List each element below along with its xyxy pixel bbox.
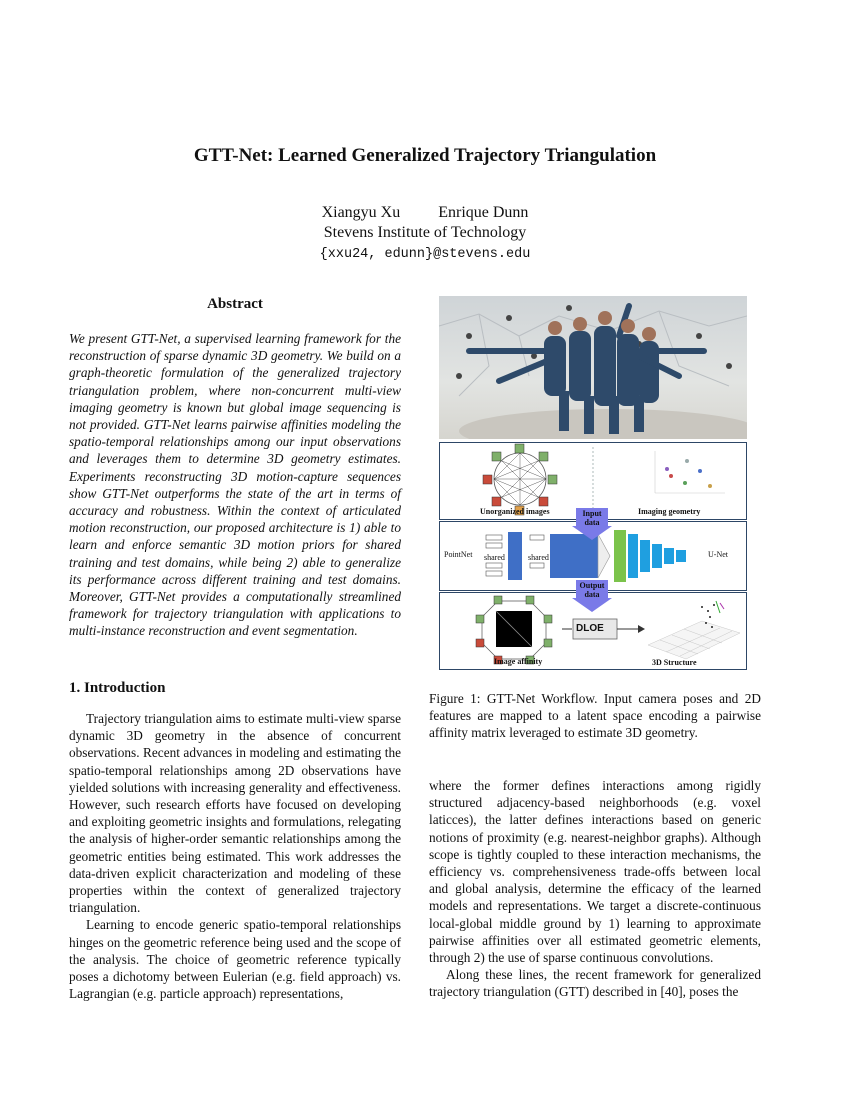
author-2: Enrique Dunn <box>438 204 529 221</box>
email: {xxu24, edunn}@stevens.edu <box>319 247 531 262</box>
right-paragraph-2: Along these lines, the recent framework for generalized trajectory triangulation (GTT) described in [40], poses the <box>429 967 761 1000</box>
label-unorganized-images: Unorganized images <box>480 507 550 516</box>
abstract-heading: Abstract <box>207 296 263 312</box>
intro-paragraph-1: Trajectory triangulation aims to estimate multi-view sparse dynamic 3D geometry in the absence of concurrent observations. Recent advances in modeling and estimating the spatio-temporal relationships among 2D observations have yielded solutions with increasing generality and effectiveness. However, such research efforts have focused on developing and exploiting geometric insights and formulations, relegating the analysis of higher-order semantic relationships among the geometric entities being estimated. This work addresses the data-driven explicit characterization and modeling of these properties within the context of generalized trajectory triangulation. <box>69 711 401 916</box>
figure-photo-dancers <box>439 296 747 439</box>
author-block <box>0 203 850 265</box>
figure-1 <box>439 296 747 671</box>
label-shared-2: shared <box>528 553 549 562</box>
dancers-illustration <box>439 296 747 439</box>
abstract-text: We present GTT-Net, a supervised learning framework for the reconstruction of sparse dynamic 3D geometry. We build on a graph-theoretic formulation of the generalized trajectory triangulation problem, where non-concurrent multi-view imaging geometry is known but global image sequencing is not provided. GTT-Net learns pairwise affinities modeling the spatio-temporal relationships among our input observations and leverages them to determine 3D geometry estimates. Experiments reconstructing 3D motion-capture sequences show GTT-Net outperforms the state of the art in terms of accuracy and robustness. Within the context of articulated motion reconstruction, our proposed architecture is 1) able to learn and enforce semantic 3D motion priors for shared training and test domains, while being 2) able to generalize its performance across different training and test domains. Moreover, GTT-Net provides a computationally streamlined framework for trajectory triangulation with applications to multi-instance reconstruction and event segmentation. <box>69 331 401 639</box>
label-pointnet: PointNet <box>444 550 473 559</box>
label-imaging-geometry: Imaging geometry <box>638 507 701 516</box>
author-names <box>0 203 850 223</box>
label-input-data: Input data <box>582 509 602 527</box>
intro-body <box>69 710 401 1002</box>
label-unet: U-Net <box>708 550 728 559</box>
right-paragraph-1: where the former defines interactions among rigidly structured adjacency-based neighborhoods (e.g. voxel laticces), the latter defines interactions based on generic notions of proximity (e.g. nearest-neighbor graphs). Although scope is tightly coupled to these interaction mechanisms, the efficiency vs. comprehensiveness trade-offs between local and global analysis, determine the efficacy of the learned models and representations. We target a discrete-continuous local-global middle ground by 1) learning to approximate pairwise affinities over all estimated geometric elements, through 2) the use of sparse continuous convolutions. <box>429 778 761 966</box>
intro-paragraph-2: Learning to encode generic spatio-temporal relationships hinges on the geometric reference being used and the scope of the analysis. The choice of geometric reference typically poses a dichotomy between Eulerian (e.g. field approach) vs. Lagrangian (e.g. particle approach) representations, <box>69 917 401 1002</box>
label-3d-structure: 3D Structure <box>652 658 697 667</box>
figure-caption: Figure 1: GTT-Net Workflow. Input camera poses and 2D features are mapped to a latent space encoding a pairwise affinity matrix leveraged to estimate 3D geometry. <box>429 691 761 741</box>
label-image-affinity: Image affinity <box>494 657 543 666</box>
affiliation: Stevens Institute of Technology <box>323 224 527 241</box>
author-1: Xiangyu Xu <box>321 204 401 221</box>
paper-title: GTT-Net: Learned Generalized Trajectory Triangulation <box>193 145 657 166</box>
label-output-data: Output data <box>579 581 605 599</box>
section-heading-introduction: 1. Introduction <box>69 680 166 696</box>
right-column-body <box>429 777 761 1001</box>
label-shared-1: shared <box>484 553 505 562</box>
label-dloe: DLOE <box>576 623 604 634</box>
